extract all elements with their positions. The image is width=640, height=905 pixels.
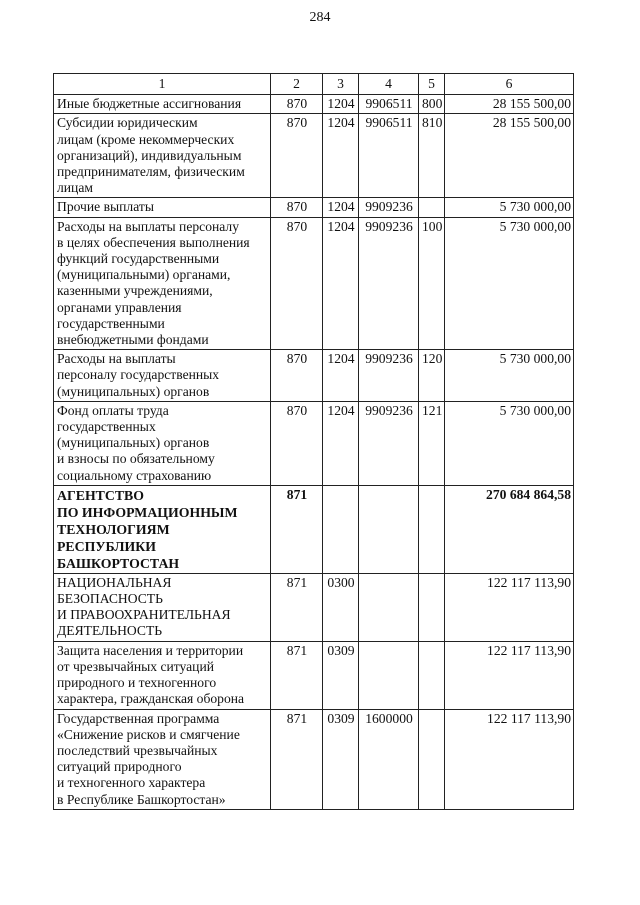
name-line: Прочие выплаты (57, 199, 154, 215)
name-line: организаций), индивидуальным (57, 147, 242, 163)
name-line: ТЕХНОЛОГИЯМ (57, 521, 170, 537)
table-row (54, 95, 574, 114)
table-row (54, 573, 574, 641)
name-line: функций государственными (57, 251, 220, 267)
cell-name (54, 114, 271, 198)
cell-amount: 5 730 000,00 (445, 401, 574, 485)
cell-section-code (323, 485, 359, 573)
cell-expense-type (419, 198, 445, 217)
header-row (54, 74, 574, 95)
cell-expense-type: 800 (419, 95, 445, 114)
name-line: ПО ИНФОРМАЦИОННЫМ (57, 504, 238, 520)
name-line: социальному страхованию (57, 467, 212, 483)
cell-ministry-code: 870 (271, 198, 323, 217)
cell-name (54, 709, 271, 809)
name-line: Иные бюджетные ассигнования (57, 96, 242, 112)
cell-section-code: 1204 (323, 401, 359, 485)
cell-ministry-code: 871 (271, 573, 323, 641)
name-line: ДЕЯТЕЛЬНОСТЬ (57, 623, 163, 639)
header-col-1: 1 (54, 74, 271, 95)
name-line: в Республике Башкортостан» (57, 791, 226, 807)
cell-ministry-code: 870 (271, 401, 323, 485)
name-line: АГЕНТСТВО (57, 487, 144, 503)
name-line: Фонд оплаты труда (57, 402, 169, 418)
header-col-6: 6 (445, 74, 574, 95)
name-line: НАЦИОНАЛЬНАЯ (57, 574, 172, 590)
cell-section-code: 0309 (323, 641, 359, 709)
cell-name (54, 573, 271, 641)
name-line: РЕСПУБЛИКИ (57, 538, 156, 554)
name-line: лицам (57, 180, 93, 196)
cell-name (54, 95, 271, 114)
header-col-4: 4 (359, 74, 419, 95)
cell-target-code: 9909236 (359, 198, 419, 217)
name-line: органами управления (57, 299, 182, 315)
cell-expense-type: 120 (419, 350, 445, 402)
table-row (54, 641, 574, 709)
name-line: предпринимателям, физическим (57, 164, 245, 180)
header-col-2: 2 (271, 74, 323, 95)
name-line: Расходы на выплаты (57, 351, 176, 367)
cell-ministry-code: 871 (271, 641, 323, 709)
name-line: от чрезвычайных ситуаций (57, 658, 215, 674)
cell-expense-type (419, 485, 445, 573)
cell-expense-type (419, 709, 445, 809)
cell-section-code: 1204 (323, 217, 359, 350)
cell-expense-type (419, 641, 445, 709)
name-line: БЕЗОПАСНОСТЬ (57, 591, 163, 607)
cell-ministry-code: 871 (271, 485, 323, 573)
cell-target-code (359, 641, 419, 709)
table-row (54, 485, 574, 573)
name-line: лицам (кроме некоммерческих (57, 131, 235, 147)
cell-expense-type (419, 573, 445, 641)
name-line: (муниципальных) органов (57, 435, 210, 451)
cell-target-code (359, 573, 419, 641)
name-line: Государственная программа (57, 710, 220, 726)
cell-target-code: 9909236 (359, 401, 419, 485)
name-line: в целях обеспечения выполнения (57, 234, 250, 250)
cell-target-code: 1600000 (359, 709, 419, 809)
cell-section-code: 0300 (323, 573, 359, 641)
budget-table (53, 73, 574, 810)
name-line: государственными (57, 315, 165, 331)
cell-name (54, 641, 271, 709)
name-line: (муниципальных) органов (57, 383, 210, 399)
cell-target-code: 9906511 (359, 114, 419, 198)
header-col-3: 3 (323, 74, 359, 95)
cell-amount: 28 155 500,00 (445, 95, 574, 114)
cell-ministry-code: 870 (271, 217, 323, 350)
cell-amount: 5 730 000,00 (445, 350, 574, 402)
cell-amount: 5 730 000,00 (445, 217, 574, 350)
cell-ministry-code: 870 (271, 114, 323, 198)
name-line: характера, гражданская оборона (57, 691, 245, 707)
table-body (54, 95, 574, 810)
cell-expense-type: 810 (419, 114, 445, 198)
cell-target-code: 9906511 (359, 95, 419, 114)
cell-target-code: 9909236 (359, 217, 419, 350)
cell-section-code: 0309 (323, 709, 359, 809)
name-line: И ПРАВООХРАНИТЕЛЬНАЯ (57, 607, 231, 623)
cell-target-code (359, 485, 419, 573)
cell-expense-type: 100 (419, 217, 445, 350)
name-line: Защита населения и территории (57, 642, 244, 658)
cell-name (54, 401, 271, 485)
name-line: (муниципальными) органами, (57, 267, 231, 283)
name-line: Субсидии юридическим (57, 115, 198, 131)
table-row (54, 217, 574, 350)
cell-ministry-code: 871 (271, 709, 323, 809)
cell-target-code: 9909236 (359, 350, 419, 402)
page-number: 284 (309, 10, 331, 25)
header-col-5: 5 (419, 74, 445, 95)
cell-name (54, 485, 271, 573)
table-row (54, 198, 574, 217)
name-line: внебюджетными фондами (57, 332, 209, 348)
cell-amount: 270 684 864,58 (445, 485, 574, 573)
name-line: ситуаций природного (57, 759, 182, 775)
cell-name (54, 198, 271, 217)
table-row (54, 709, 574, 809)
name-line: казенными учреждениями, (57, 283, 213, 299)
name-line: и взносы по обязательному (57, 451, 215, 467)
table-row (54, 401, 574, 485)
name-line: БАШКОРТОСТАН (57, 555, 180, 571)
cell-section-code: 1204 (323, 350, 359, 402)
cell-amount: 122 117 113,90 (445, 573, 574, 641)
name-line: последствий чрезвычайных (57, 742, 218, 758)
cell-amount: 122 117 113,90 (445, 709, 574, 809)
table-row (54, 114, 574, 198)
cell-amount: 122 117 113,90 (445, 641, 574, 709)
name-line: «Снижение рисков и смягчение (57, 726, 240, 742)
name-line: персоналу государственных (57, 367, 220, 383)
name-line: Расходы на выплаты персоналу (57, 218, 239, 234)
cell-section-code: 1204 (323, 95, 359, 114)
cell-section-code: 1204 (323, 198, 359, 217)
name-line: природного и техногенного (57, 675, 217, 691)
cell-amount: 28 155 500,00 (445, 114, 574, 198)
cell-amount: 5 730 000,00 (445, 198, 574, 217)
cell-expense-type: 121 (419, 401, 445, 485)
cell-name (54, 350, 271, 402)
cell-ministry-code: 870 (271, 95, 323, 114)
cell-section-code: 1204 (323, 114, 359, 198)
name-line: государственных (57, 419, 156, 435)
cell-ministry-code: 870 (271, 350, 323, 402)
cell-name (54, 217, 271, 350)
table-row (54, 350, 574, 402)
name-line: и техногенного характера (57, 775, 206, 791)
